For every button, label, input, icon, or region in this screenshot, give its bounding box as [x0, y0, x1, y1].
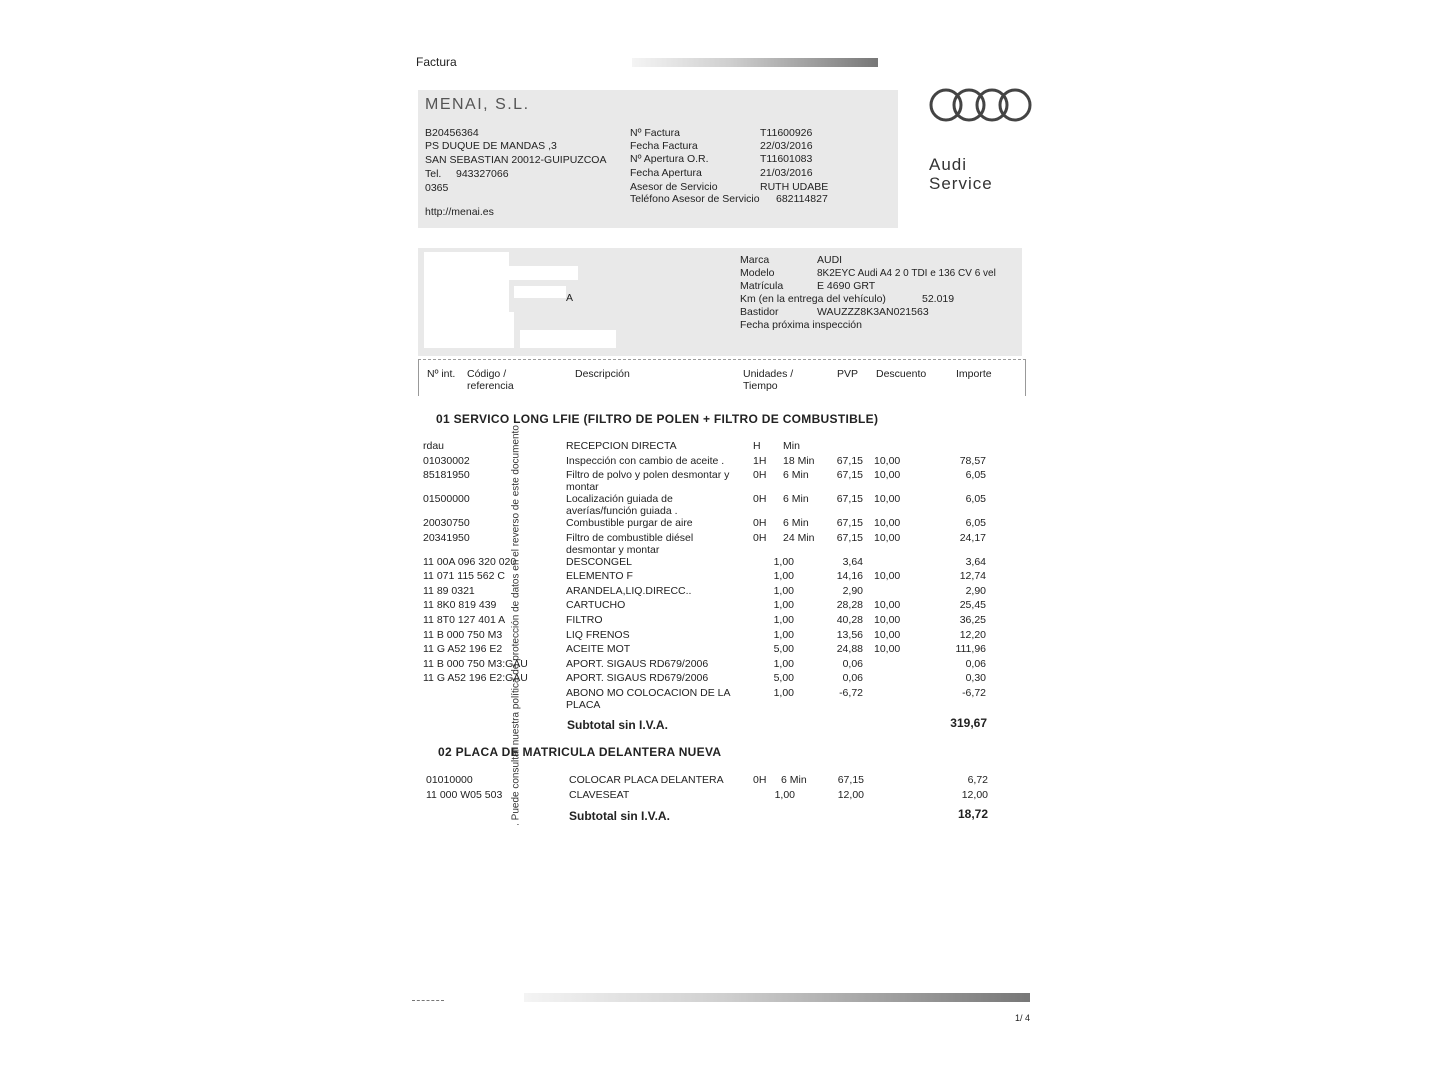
table-header: [418, 359, 1026, 396]
line-discount: 10,00: [874, 629, 901, 641]
subtotal-value: 18,72: [957, 807, 988, 821]
invoice-value: 682114827: [776, 193, 828, 205]
company-tel-label: Tel.: [425, 168, 442, 180]
col-tiempo: Tiempo: [743, 380, 778, 392]
line-units: 1,00: [773, 585, 794, 597]
line-desc: Filtro de polvo y polen desmontar y: [566, 469, 730, 481]
line-desc: Combustible purgar de aire: [566, 517, 693, 529]
line-ref: 11 8K0 819 439: [423, 599, 497, 611]
line-hours: 0H: [753, 517, 767, 529]
line-pvp: 67,15: [836, 517, 863, 529]
vehicle-info: [740, 254, 1020, 334]
invoice-value: 22/03/2016: [760, 140, 813, 152]
line-desc-2: averías/función guiada .: [566, 505, 678, 517]
col-referencia: referencia: [467, 380, 514, 392]
line-discount: 10,00: [874, 469, 901, 481]
brand-line-2: Service: [929, 174, 993, 193]
line-importe: 0,30: [965, 672, 986, 684]
line-pvp: 3,64: [842, 556, 863, 568]
line-discount: 10,00: [874, 532, 901, 544]
line-pvp: 24,88: [836, 643, 863, 655]
line-desc: APORT. SIGAUS RD679/2006: [566, 672, 709, 684]
line-units: 1,00: [773, 658, 794, 670]
line-importe: 111,96: [955, 643, 986, 655]
line-hours: H: [753, 440, 761, 452]
vehicle-label: Modelo: [740, 267, 775, 279]
redaction: [514, 286, 566, 298]
vehicle-label: Bastidor: [740, 306, 779, 318]
company-address: PS DUQUE DE MANDAS ,3: [425, 140, 557, 152]
invoice-info: [630, 127, 890, 211]
line-desc: Inspección con cambio de aceite .: [566, 455, 725, 467]
vehicle-value: WAUZZZ8K3AN021563: [817, 306, 929, 318]
invoice-value: 21/03/2016: [760, 167, 813, 179]
line-discount: 10,00: [874, 643, 901, 655]
line-hours: 0H: [753, 493, 767, 505]
line-importe: 3,64: [965, 556, 986, 568]
vehicle-label: Km (en la entrega del vehículo): [740, 293, 886, 305]
line-discount: 10,00: [874, 614, 901, 626]
line-importe: 78,57: [959, 455, 986, 467]
line-units: 5,00: [773, 672, 794, 684]
line-ref: 20341950: [423, 532, 470, 544]
col-unidades: Unidades /: [743, 368, 794, 380]
line-pvp: 0,06: [842, 658, 863, 670]
col-pvp: PVP: [837, 368, 859, 380]
line-pvp: 67,15: [836, 469, 863, 481]
section-title: 02 PLACA DE MATRICULA DELANTERA NUEVA: [438, 745, 722, 759]
audi-rings-logo: [928, 86, 1034, 124]
line-importe: 12,00: [961, 789, 988, 801]
line-desc: FILTRO: [566, 614, 603, 626]
line-pvp: 28,28: [836, 599, 863, 611]
vehicle-label: Fecha próxima inspección: [740, 319, 862, 331]
line-desc-2: montar: [566, 481, 599, 493]
page-number: 1/ 4: [1015, 1013, 1031, 1023]
line-ref: 01010000: [426, 774, 473, 786]
line-hours: 0H: [753, 469, 767, 481]
line-desc: ACEITE MOT: [566, 643, 631, 655]
vehicle-label: Matrícula: [740, 280, 784, 292]
line-units: 1,00: [773, 599, 794, 611]
vehicle-value: E 4690 GRT: [817, 280, 876, 292]
line-pvp: 40,28: [836, 614, 863, 626]
line-hours: 0H: [753, 774, 767, 786]
subtotal-value: 319,67: [950, 716, 987, 730]
line-importe: 6,05: [965, 493, 986, 505]
line-units: 5,00: [773, 643, 794, 655]
line-ref: 01500000: [423, 493, 470, 505]
line-importe: 0,06: [965, 658, 986, 670]
line-units: 1,00: [773, 570, 794, 582]
line-importe: 2,90: [965, 585, 986, 597]
line-desc: Filtro de combustible diésel: [566, 532, 694, 544]
line-discount: 10,00: [874, 455, 901, 467]
redaction: [520, 330, 616, 348]
col-importe: Importe: [956, 368, 992, 380]
line-desc: COLOCAR PLACA DELANTERA: [569, 774, 724, 786]
footer-bar: [524, 993, 1030, 1002]
line-minutes: 6 Min: [783, 469, 809, 481]
invoice-label: Fecha Apertura: [630, 167, 702, 179]
line-ref: 20030750: [423, 517, 470, 529]
line-pvp: 67,15: [836, 493, 863, 505]
line-pvp: 12,00: [837, 789, 864, 801]
line-ref: 11 G A52 196 E2: [423, 643, 503, 655]
line-hours: 1H: [753, 455, 767, 467]
company-name: MENAI, S.L.: [425, 96, 530, 113]
invoice-label: Asesor de Servicio: [630, 181, 718, 193]
line-ref: 85181950: [423, 469, 470, 481]
line-desc: ELEMENTO F: [566, 570, 633, 582]
line-pvp: 67,15: [837, 774, 864, 786]
subtotal-label: Subtotal sin I.V.A.: [569, 809, 670, 823]
invoice-label: Nº Apertura O.R.: [630, 153, 709, 165]
company-code: 0365: [425, 182, 449, 194]
line-desc: Localización guiada de: [566, 493, 673, 505]
line-ref: 11 B 000 750 M3: [423, 629, 503, 641]
line-desc: ABONO MO COLOCACION DE LA: [566, 687, 731, 699]
line-importe: 12,74: [959, 570, 986, 582]
line-discount: 10,00: [874, 493, 901, 505]
line-importe: 6,05: [965, 517, 986, 529]
line-pvp: 67,15: [836, 532, 863, 544]
vehicle-label: Marca: [740, 254, 770, 266]
vehicle-value: 52.019: [922, 293, 955, 305]
line-ref: 01030002: [423, 455, 470, 467]
vehicle-value: AUDI: [817, 254, 843, 266]
line-ref: 11 00A 096 320 020: [423, 556, 517, 568]
redaction: [424, 252, 509, 312]
line-units: 1,00: [773, 614, 794, 626]
line-discount: 10,00: [874, 517, 901, 529]
line-units: 1,00: [773, 629, 794, 641]
line-importe: 6,72: [967, 774, 988, 786]
company-city: SAN SEBASTIAN 20012-GUIPUZCOA: [425, 154, 607, 166]
line-desc: RECEPCION DIRECTA: [566, 440, 677, 452]
customer-partial: A: [566, 292, 574, 304]
line-importe: 24,17: [959, 532, 986, 544]
line-importe: 6,05: [965, 469, 986, 481]
line-desc: DESCONGEL: [566, 556, 632, 568]
line-desc-2: PLACA: [566, 699, 601, 711]
invoice-label: Fecha Factura: [630, 140, 698, 152]
line-pvp: 2,90: [842, 585, 863, 597]
line-pvp: 0,06: [842, 672, 863, 684]
line-importe: 12,20: [959, 629, 986, 641]
line-importe: 25,45: [959, 599, 986, 611]
invoice-label: Teléfono Asesor de Servicio: [630, 193, 760, 205]
line-minutes: Min: [783, 440, 800, 452]
line-minutes: 6 Min: [781, 774, 807, 786]
redaction: [424, 312, 514, 348]
company-cif: B20456364: [425, 127, 479, 139]
line-minutes: 24 Min: [783, 532, 815, 544]
invoice-label: Nº Factura: [630, 127, 680, 139]
company-web: http://menai.es: [425, 206, 494, 218]
line-ref: rdau: [423, 440, 445, 452]
col-nint: Nº int.: [427, 368, 456, 380]
vehicle-value: 8K2EYC Audi A4 2 0 TDI e 136 CV 6 vel: [817, 268, 996, 279]
document-type: Factura: [416, 55, 457, 69]
line-desc: LIQ FRENOS: [566, 629, 630, 641]
company-tel: 943327066: [456, 168, 509, 180]
invoice-value: T11601083: [760, 153, 813, 165]
line-units: 1,00: [774, 789, 795, 801]
line-pvp: 67,15: [836, 455, 863, 467]
line-importe: 36,25: [959, 614, 986, 626]
line-pvp: 14,16: [836, 570, 863, 582]
line-minutes: 6 Min: [783, 517, 809, 529]
line-units: 1,00: [773, 556, 794, 568]
line-desc: CARTUCHO: [566, 599, 626, 611]
line-discount: 10,00: [874, 599, 901, 611]
privacy-note: . Puede consultar nuestra política de protección de datos en el reverso de este documento: [510, 425, 522, 826]
line-desc-2: desmontar y montar: [566, 544, 660, 556]
subtotal-label: Subtotal sin I.V.A.: [567, 718, 668, 732]
line-pvp: 13,56: [836, 629, 863, 641]
line-hours: 0H: [753, 532, 767, 544]
redaction: [508, 266, 578, 280]
line-ref: 11 89 0321: [423, 585, 475, 597]
line-desc: APORT. SIGAUS RD679/2006: [566, 658, 709, 670]
line-ref: 11 G A52 196 E2:GAU: [423, 672, 528, 684]
line-desc: CLAVESEAT: [569, 789, 630, 801]
header-bar: [632, 58, 878, 67]
line-minutes: 6 Min: [783, 493, 809, 505]
line-desc: ARANDELA,LIQ.DIRECC..: [566, 585, 692, 597]
line-ref: 11 B 000 750 M3:GAU: [423, 658, 528, 670]
line-ref: 11 071 115 562 C: [423, 570, 505, 582]
invoice-value: T11600926: [760, 127, 813, 139]
line-ref: 11 000 W05 503: [426, 789, 503, 801]
line-pvp: -6,72: [839, 687, 863, 699]
invoice-value: RUTH UDABE: [760, 181, 829, 193]
line-importe: -6,72: [962, 687, 986, 699]
line-discount: 10,00: [874, 570, 901, 582]
brand-line-1: Audi: [929, 155, 968, 174]
line-minutes: 18 Min: [783, 455, 815, 467]
col-descripcion: Descripción: [575, 368, 630, 380]
col-descuento: Descuento: [876, 368, 927, 380]
col-codigo: Código /: [467, 368, 507, 380]
section-title: 01 SERVICO LONG LFIE (FILTRO DE POLEN + FILTRO DE COMBUSTIBLE): [436, 412, 879, 426]
line-ref: 11 8T0 127 401 A: [423, 614, 506, 626]
footer-mark: [412, 1000, 444, 1002]
line-units: 1,00: [773, 687, 794, 699]
